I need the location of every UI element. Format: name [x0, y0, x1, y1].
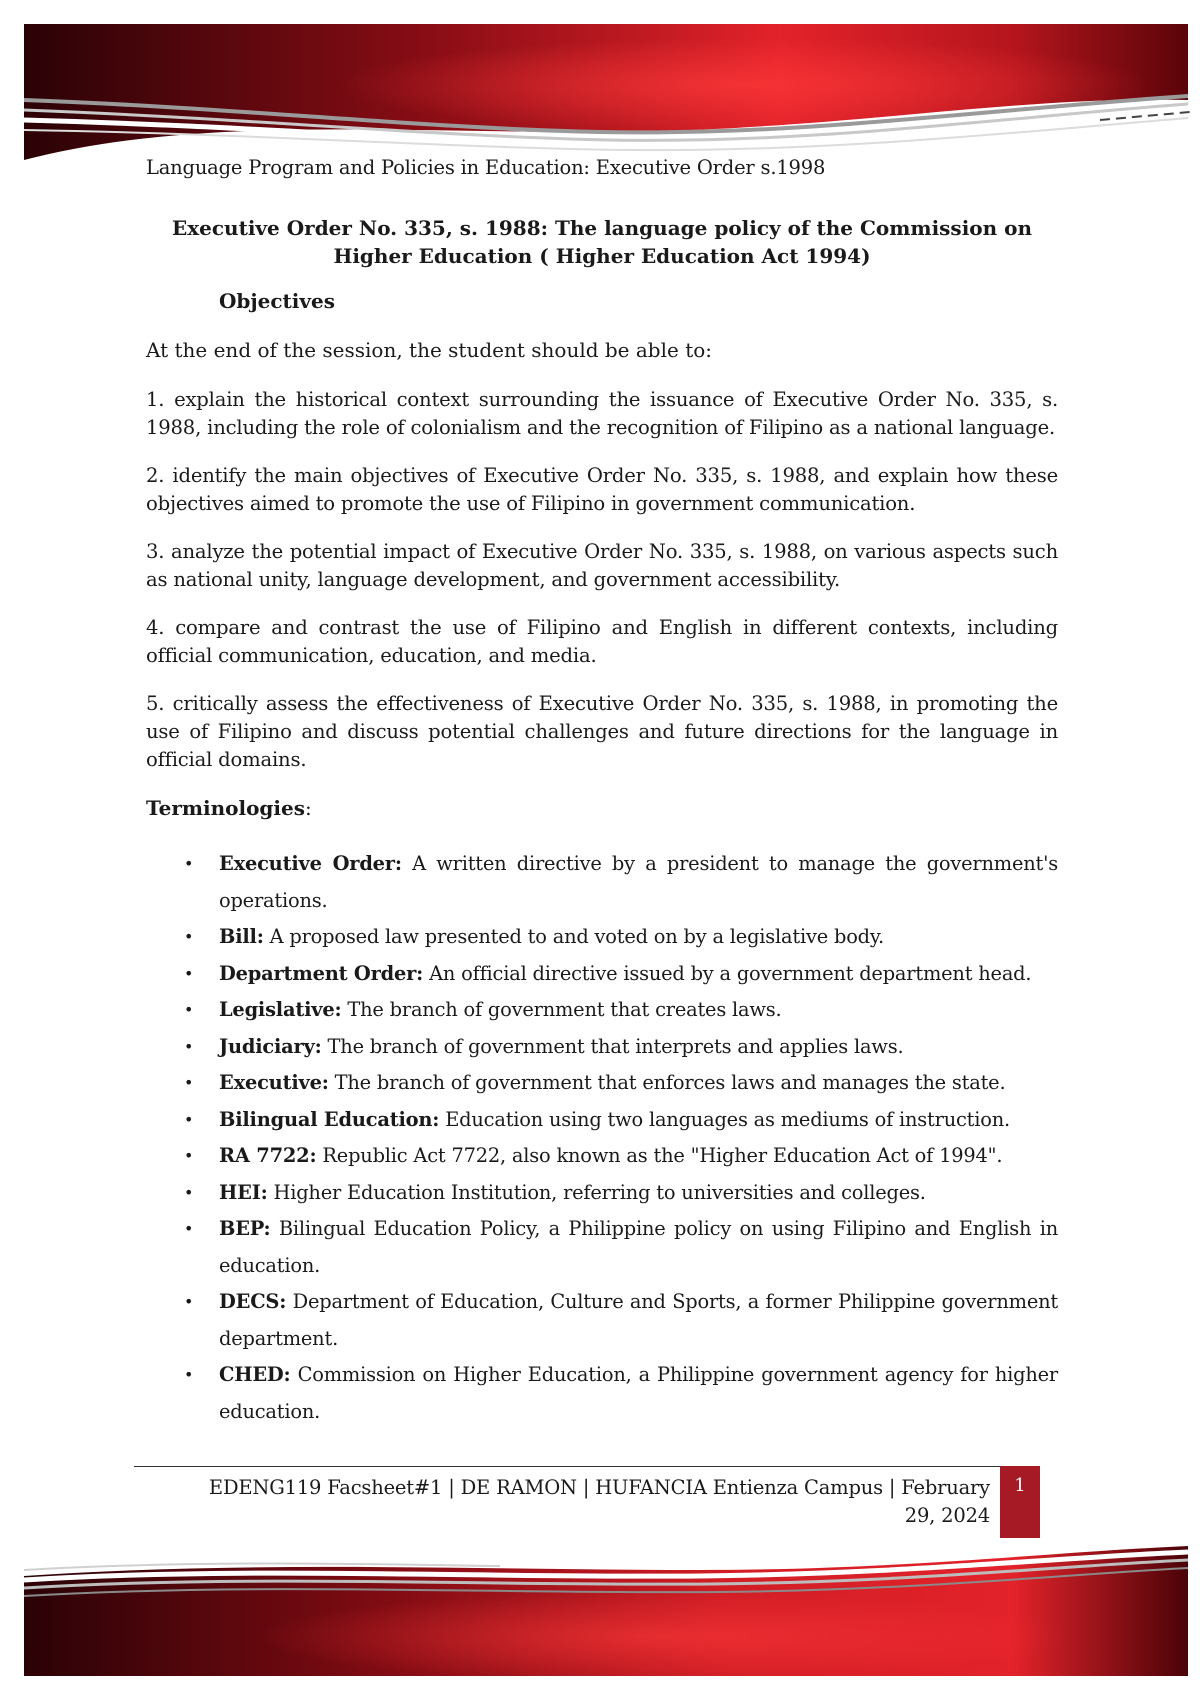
bottom-banner: [0, 1530, 1200, 1696]
bullet-icon: •: [184, 1146, 194, 1165]
bullet-icon: •: [184, 1109, 194, 1129]
terminology-item: [146, 956, 1058, 993]
objectives-intro: At the end of the session, the student should be able to:: [146, 338, 713, 362]
term: BEP:: [219, 1217, 271, 1240]
objective-item: 1. explain the historical context surrounding the issuance of Executive Order No. 335, s. 1988, including the role of colonialism and the recognition of Filipino as a national language.: [146, 388, 1058, 439]
footer-line-1: EDENG119 Facsheet#1 | DE RAMON | HUFANCIA Entienza Campus | February: [208, 1476, 990, 1499]
document-title: [146, 214, 1058, 270]
page-number-badge: [1000, 1466, 1040, 1538]
bullet-icon: •: [184, 854, 194, 873]
term: RA 7722:: [219, 1144, 317, 1167]
terminology-item: [146, 1029, 1058, 1066]
term: Judiciary:: [219, 1034, 322, 1058]
term: Department Order:: [219, 961, 424, 985]
document-title-line-2: Higher Education ( Higher Education Act 1994): [333, 244, 871, 268]
term: HEI:: [219, 1180, 268, 1204]
terminology-item: [146, 1284, 1058, 1357]
terminology-item: [146, 1175, 1058, 1212]
definition: Bilingual Education Policy, a Philippine policy on using Filipino and English in education.: [219, 1217, 1058, 1277]
definition: An official directive issued by a government department head.: [429, 961, 1032, 985]
definition: Higher Education Institution, referring to universities and colleges.: [273, 1180, 926, 1204]
definition: Department of Education, Culture and Sports, a former Philippine government department.: [219, 1290, 1058, 1350]
definition: The branch of government that interprets and applies laws.: [327, 1034, 904, 1058]
definition: The branch of government that creates laws.: [347, 998, 782, 1021]
term: Executive:: [219, 1071, 329, 1094]
objectives-heading: Objectives: [219, 289, 335, 313]
definition: Commission on Higher Education, a Philippine government agency for higher education.: [219, 1363, 1058, 1423]
bullet-icon: •: [184, 1036, 194, 1056]
footer-divider: [134, 1466, 1008, 1467]
footer-text: [150, 1474, 990, 1530]
terminology-item: [146, 1357, 1058, 1430]
definition: Republic Act 7722, also known as the "Higher Education Act of 1994".: [322, 1144, 1003, 1167]
bullet-icon: •: [184, 1365, 194, 1384]
terminology-item: [146, 1211, 1058, 1284]
term: CHED:: [219, 1363, 291, 1386]
running-title: Language Program and Policies in Education: Executive Order s.1998: [146, 156, 826, 179]
objective-item: 4. compare and contrast the use of Filipino and English in different contexts, including official communication, education, and media.: [146, 616, 1058, 667]
terminologies-heading-colon: :: [305, 796, 312, 820]
document-title-line-1: Executive Order No. 335, s. 1988: The language policy of the Commission on: [171, 216, 1033, 240]
bullet-icon: •: [184, 1292, 194, 1311]
objective-item: 3. analyze the potential impact of Executive Order No. 335, s. 1988, on various aspects such as national unity, language development, and government accessibility.: [146, 540, 1058, 591]
term: DECS:: [219, 1290, 287, 1313]
objective-item: 5. critically assess the effectiveness of Executive Order No. 335, s. 1988, in promoting the use of Filipino and discuss potential challenges and future directions for the language in official domains.: [146, 692, 1058, 771]
definition: A written directive by a president to manage the government's operations.: [219, 852, 1059, 912]
terminologies-heading: [146, 796, 312, 820]
terminology-item: [146, 1138, 1058, 1175]
terminologies-heading-label: Terminologies: [146, 796, 305, 820]
bullet-icon: •: [184, 1182, 194, 1202]
bullet-icon: •: [184, 1219, 194, 1238]
term: Bill:: [219, 925, 264, 948]
top-banner: [0, 0, 1200, 170]
bullet-icon: •: [184, 927, 194, 946]
terminology-item: [146, 1065, 1058, 1102]
terminology-item: [146, 992, 1058, 1029]
objective-item: 2. identify the main objectives of Executive Order No. 335, s. 1988, and explain how these objectives aimed to promote the use of Filipino in government communication.: [146, 464, 1058, 515]
bullet-icon: •: [184, 1073, 194, 1092]
terminology-item: [146, 1102, 1058, 1139]
bullet-icon: •: [184, 1000, 194, 1019]
term: Bilingual Education:: [219, 1107, 440, 1131]
term: Executive Order:: [219, 852, 402, 875]
terminology-item: [146, 846, 1058, 919]
page-number: 1: [1014, 1475, 1026, 1496]
bullet-icon: •: [184, 963, 194, 983]
terminology-list: [146, 846, 1058, 1430]
definition: A proposed law presented to and voted on by a legislative body.: [269, 925, 885, 948]
terminology-item: [146, 919, 1058, 956]
definition: The branch of government that enforces laws and manages the state.: [334, 1071, 1006, 1094]
footer-line-2: 29, 2024: [904, 1504, 990, 1527]
term: Legislative:: [219, 998, 342, 1021]
definition: Education using two languages as mediums of instruction.: [445, 1107, 1010, 1131]
